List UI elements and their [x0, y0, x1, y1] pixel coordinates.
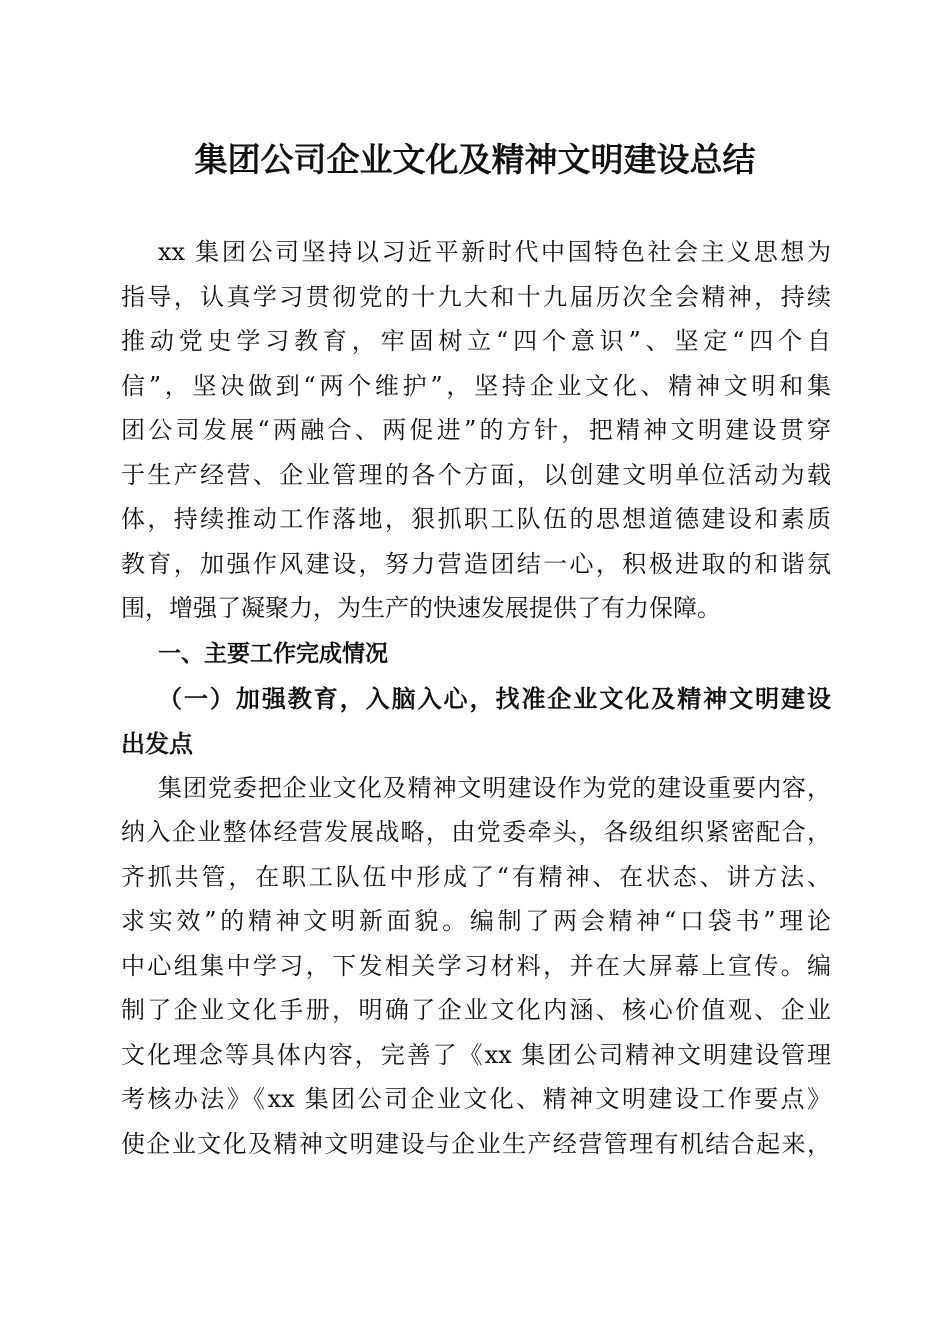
document-title: 集团公司企业文化及精神文明建设总结: [194, 140, 756, 179]
body-line: 齐抓共管，在职工队伍中形成了“有精神、在状态、讲方法、: [121, 863, 831, 891]
body-line: 制了企业文化手册，明确了企业文化内涵、核心价值观、企业: [121, 996, 831, 1024]
body-line: 考核办法》《xx 集团公司企业文化、精神文明建设工作要点》: [121, 1085, 831, 1113]
body-line: 中心组集中学习，下发相关学习材料，并在大屏幕上宣传。编: [121, 952, 831, 980]
body-line: 集团党委把企业文化及精神文明建设作为党的建设重要内容，: [158, 774, 831, 802]
intro-line: 体，持续推动工作落地，狠抓职工队伍的思想道德建设和素质: [121, 505, 831, 533]
intro-line: xx 集团公司坚持以习近平新时代中国特色社会主义思想为: [158, 238, 831, 266]
intro-line: 团公司发展“两融合、两促进”的方针，把精神文明建设贯穿: [121, 416, 831, 444]
intro-line: 教育，加强作风建设，努力营造团结一心，积极进取的和谐氛: [121, 550, 831, 578]
subsection-heading-line: （一）加强教育，入脑入心，找准企业文化及精神文明建设: [158, 684, 831, 713]
body-line: 文化理念等具体内容，完善了《xx 集团公司精神文明建设管理: [121, 1041, 831, 1069]
section-heading: 一、主要工作完成情况: [158, 641, 388, 667]
subsection-heading-line: 出发点: [121, 729, 193, 758]
body-line: 纳入企业整体经营发展战略，由党委牵头，各级组织紧密配合，: [121, 818, 831, 846]
intro-line: 于生产经营、企业管理的各个方面，以创建文明单位活动为载: [121, 461, 831, 489]
intro-line: 信”，坚决做到“两个维护”，坚持企业文化、精神文明和集: [121, 372, 831, 400]
intro-line: 围，增强了凝聚力，为生产的快速发展提供了有力保障。: [121, 594, 721, 622]
intro-line: 推动党史学习教育，牢固树立“四个意识”、坚定“四个自: [121, 327, 831, 355]
intro-line: 指导，认真学习贯彻党的十九大和十九届历次全会精神，持续: [121, 283, 831, 311]
body-line: 使企业文化及精神文明建设与企业生产经营管理有机结合起来，: [121, 1130, 831, 1158]
body-line: 求实效”的精神文明新面貌。编制了两会精神“口袋书”理论: [121, 907, 831, 935]
